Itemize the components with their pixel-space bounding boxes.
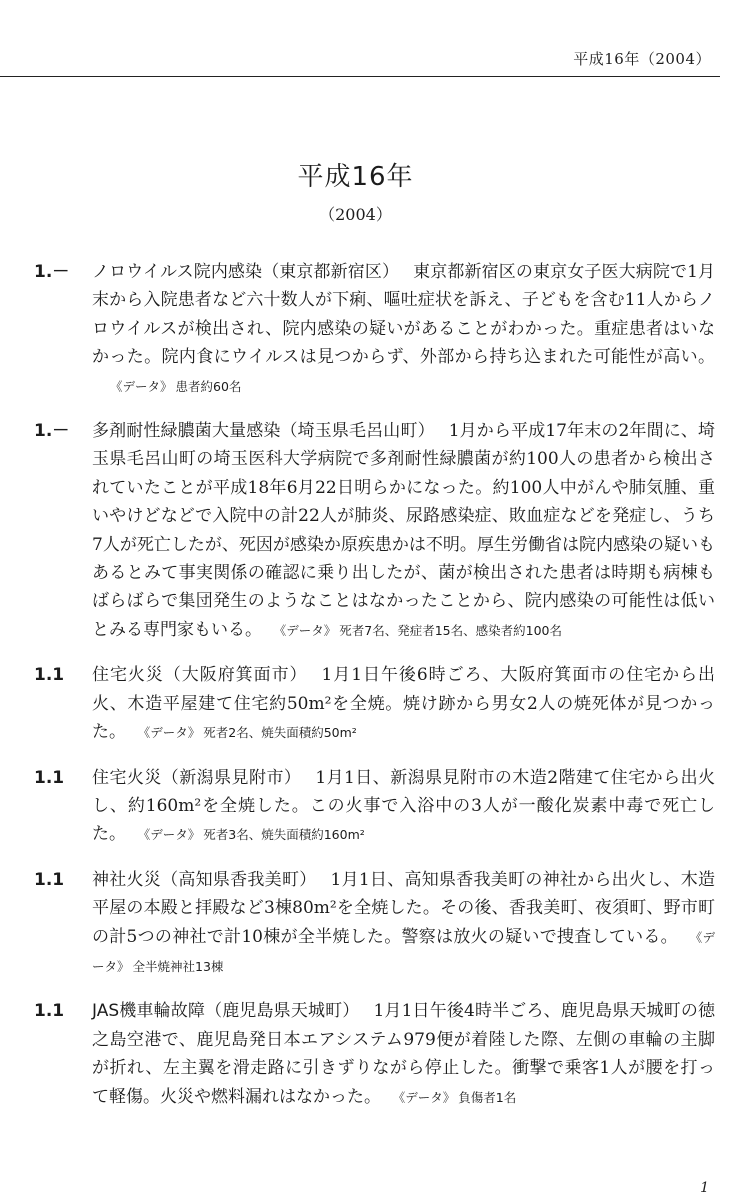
entry-text: 1月1日、高知県香我美町の神社から出火し、木造平屋の本殿と拝殿など3棟80m²を全焼した。その後、香我美町、夜須町、野市町の計5つの神社で計10棟が全半焼した。警察は放火の疑いで捜査している。 — [92, 869, 716, 947]
year-subtitle: （2004） — [319, 205, 392, 224]
entry-body — [92, 866, 715, 982]
entry-text: 1月1日午後4時半ごろ、鹿児島県天城町の徳之島空港で、鹿児島発日本エアシステム979便が着陸した際、左側の車輪の主脚が折れ、左主翼を滑走路に引きずりながら停止した。衝撃で乗客1人が腰を打って軽傷。火災や燃料漏れはなかった。 — [92, 1001, 715, 1107]
data-label: 《データ》 — [280, 622, 337, 638]
entry-heading: 多剤耐性緑膿菌大量感染 — [92, 421, 281, 442]
entry-place: （新潟県見附市） — [161, 767, 302, 788]
entry-fire-minoh — [30, 661, 715, 747]
page-number: 1 — [700, 1180, 709, 1196]
data-value: 死者7名、発症者15名、感染者約100名 — [339, 622, 562, 638]
entry-place: （大阪府箕面市） — [163, 665, 308, 686]
entry-place: （東京都新宿区） — [262, 262, 400, 282]
entry-date: 1.－ — [34, 421, 70, 442]
entry-text: 1月1日、新潟県見附市の木造2階建て住宅から出火し、約160m²を全焼した。この火事で入浴中の3人が一酸化炭素中毒で死亡した。 — [92, 767, 716, 845]
data-value: 負傷者1名 — [458, 1089, 517, 1105]
entry-body — [92, 764, 715, 850]
entry-text: 1月から平成17年末の2年間に、埼玉県毛呂山町の埼玉医科大学病院で多剤耐性緑膿菌が約100人の患者から検出されていたことが平成18年6月22日明らかになった。約100人中がんや肺気腫、重いやけどなどで入院中の計22人が肺炎、尿路感染症、敗血症などを発症し、うち7人が死亡したが、死因が感染か原疾患かは不明。厚生労働省は院内感染の疑いもあるとみて事実関係の確認に乗り出したが、菌が検出された患者は時期も病棟もばらばらで集団発生のようなことはなかったことから、院内感染の可能性は低いとみる専門家もいる。 — [92, 421, 716, 640]
data-label: 《データ》 — [399, 1089, 456, 1105]
entry-fire-mitsuke — [30, 764, 715, 850]
entry-shrine-fire — [30, 866, 715, 982]
entry-heading: 神社火災 — [92, 869, 162, 890]
entry-date: 1.1 — [34, 665, 65, 686]
entry-place: （埼玉県毛呂山町） — [280, 421, 435, 442]
header-rule — [0, 76, 720, 77]
entry-heading: 住宅火災 — [92, 665, 164, 686]
entry-body — [92, 661, 715, 747]
entry-date: 1.1 — [34, 767, 65, 788]
entry-date: 1.1 — [34, 1001, 65, 1022]
entry-body — [92, 258, 715, 401]
entry-date: 1.1 — [34, 869, 65, 890]
entry-body — [92, 997, 715, 1112]
data-value: 全半焼神社13棟 — [132, 958, 224, 974]
data-value: 患者約60名 — [175, 378, 242, 394]
entry-heading: JAS機車輪故障 — [92, 1001, 206, 1022]
entry-body — [92, 417, 715, 645]
data-label: 《データ》 — [144, 725, 201, 741]
entry-place: （高知県香我美町） — [161, 869, 317, 890]
data-label: 《データ》 — [92, 929, 715, 974]
entry-text: 東京都新宿区の東京女子医大病院で1月末から入院患者など六十数人が下痢、嘔吐症状を訴え、子どもを含む11人からノロウイルスが検出され、院内感染の疑いがあることがわかった。重症患者はいなかった。院内食にウイルスは見つからず、外部から持ち込まれた可能性が高い。 — [92, 262, 716, 368]
entry-heading: 住宅火災 — [92, 767, 162, 788]
data-label: 《データ》 — [144, 827, 201, 843]
entry-place: （鹿児島県天城町） — [205, 1001, 360, 1022]
entry-mdrp — [30, 417, 715, 645]
data-value: 死者3名、焼失面積約160m² — [203, 827, 365, 843]
entry-date: 1.－ — [34, 262, 70, 282]
entry-norovirus — [30, 258, 715, 401]
entry-heading: ノロウイルス院内感染 — [92, 262, 263, 282]
data-label: 《データ》 — [110, 378, 173, 394]
entry-list — [30, 258, 715, 1128]
entry-text: 1月1日午後6時ごろ、大阪府箕面市の住宅から出火、木造平屋建て住宅約50m²を全焼。焼け跡から男女2人の焼死体が見つかった。 — [92, 665, 716, 743]
entry-jas-wheel — [30, 997, 715, 1112]
year-title: 平成16年 — [297, 162, 414, 192]
running-head: 平成16年（2004） — [573, 50, 711, 68]
data-value: 死者2名、焼失面積約50m² — [203, 725, 357, 741]
